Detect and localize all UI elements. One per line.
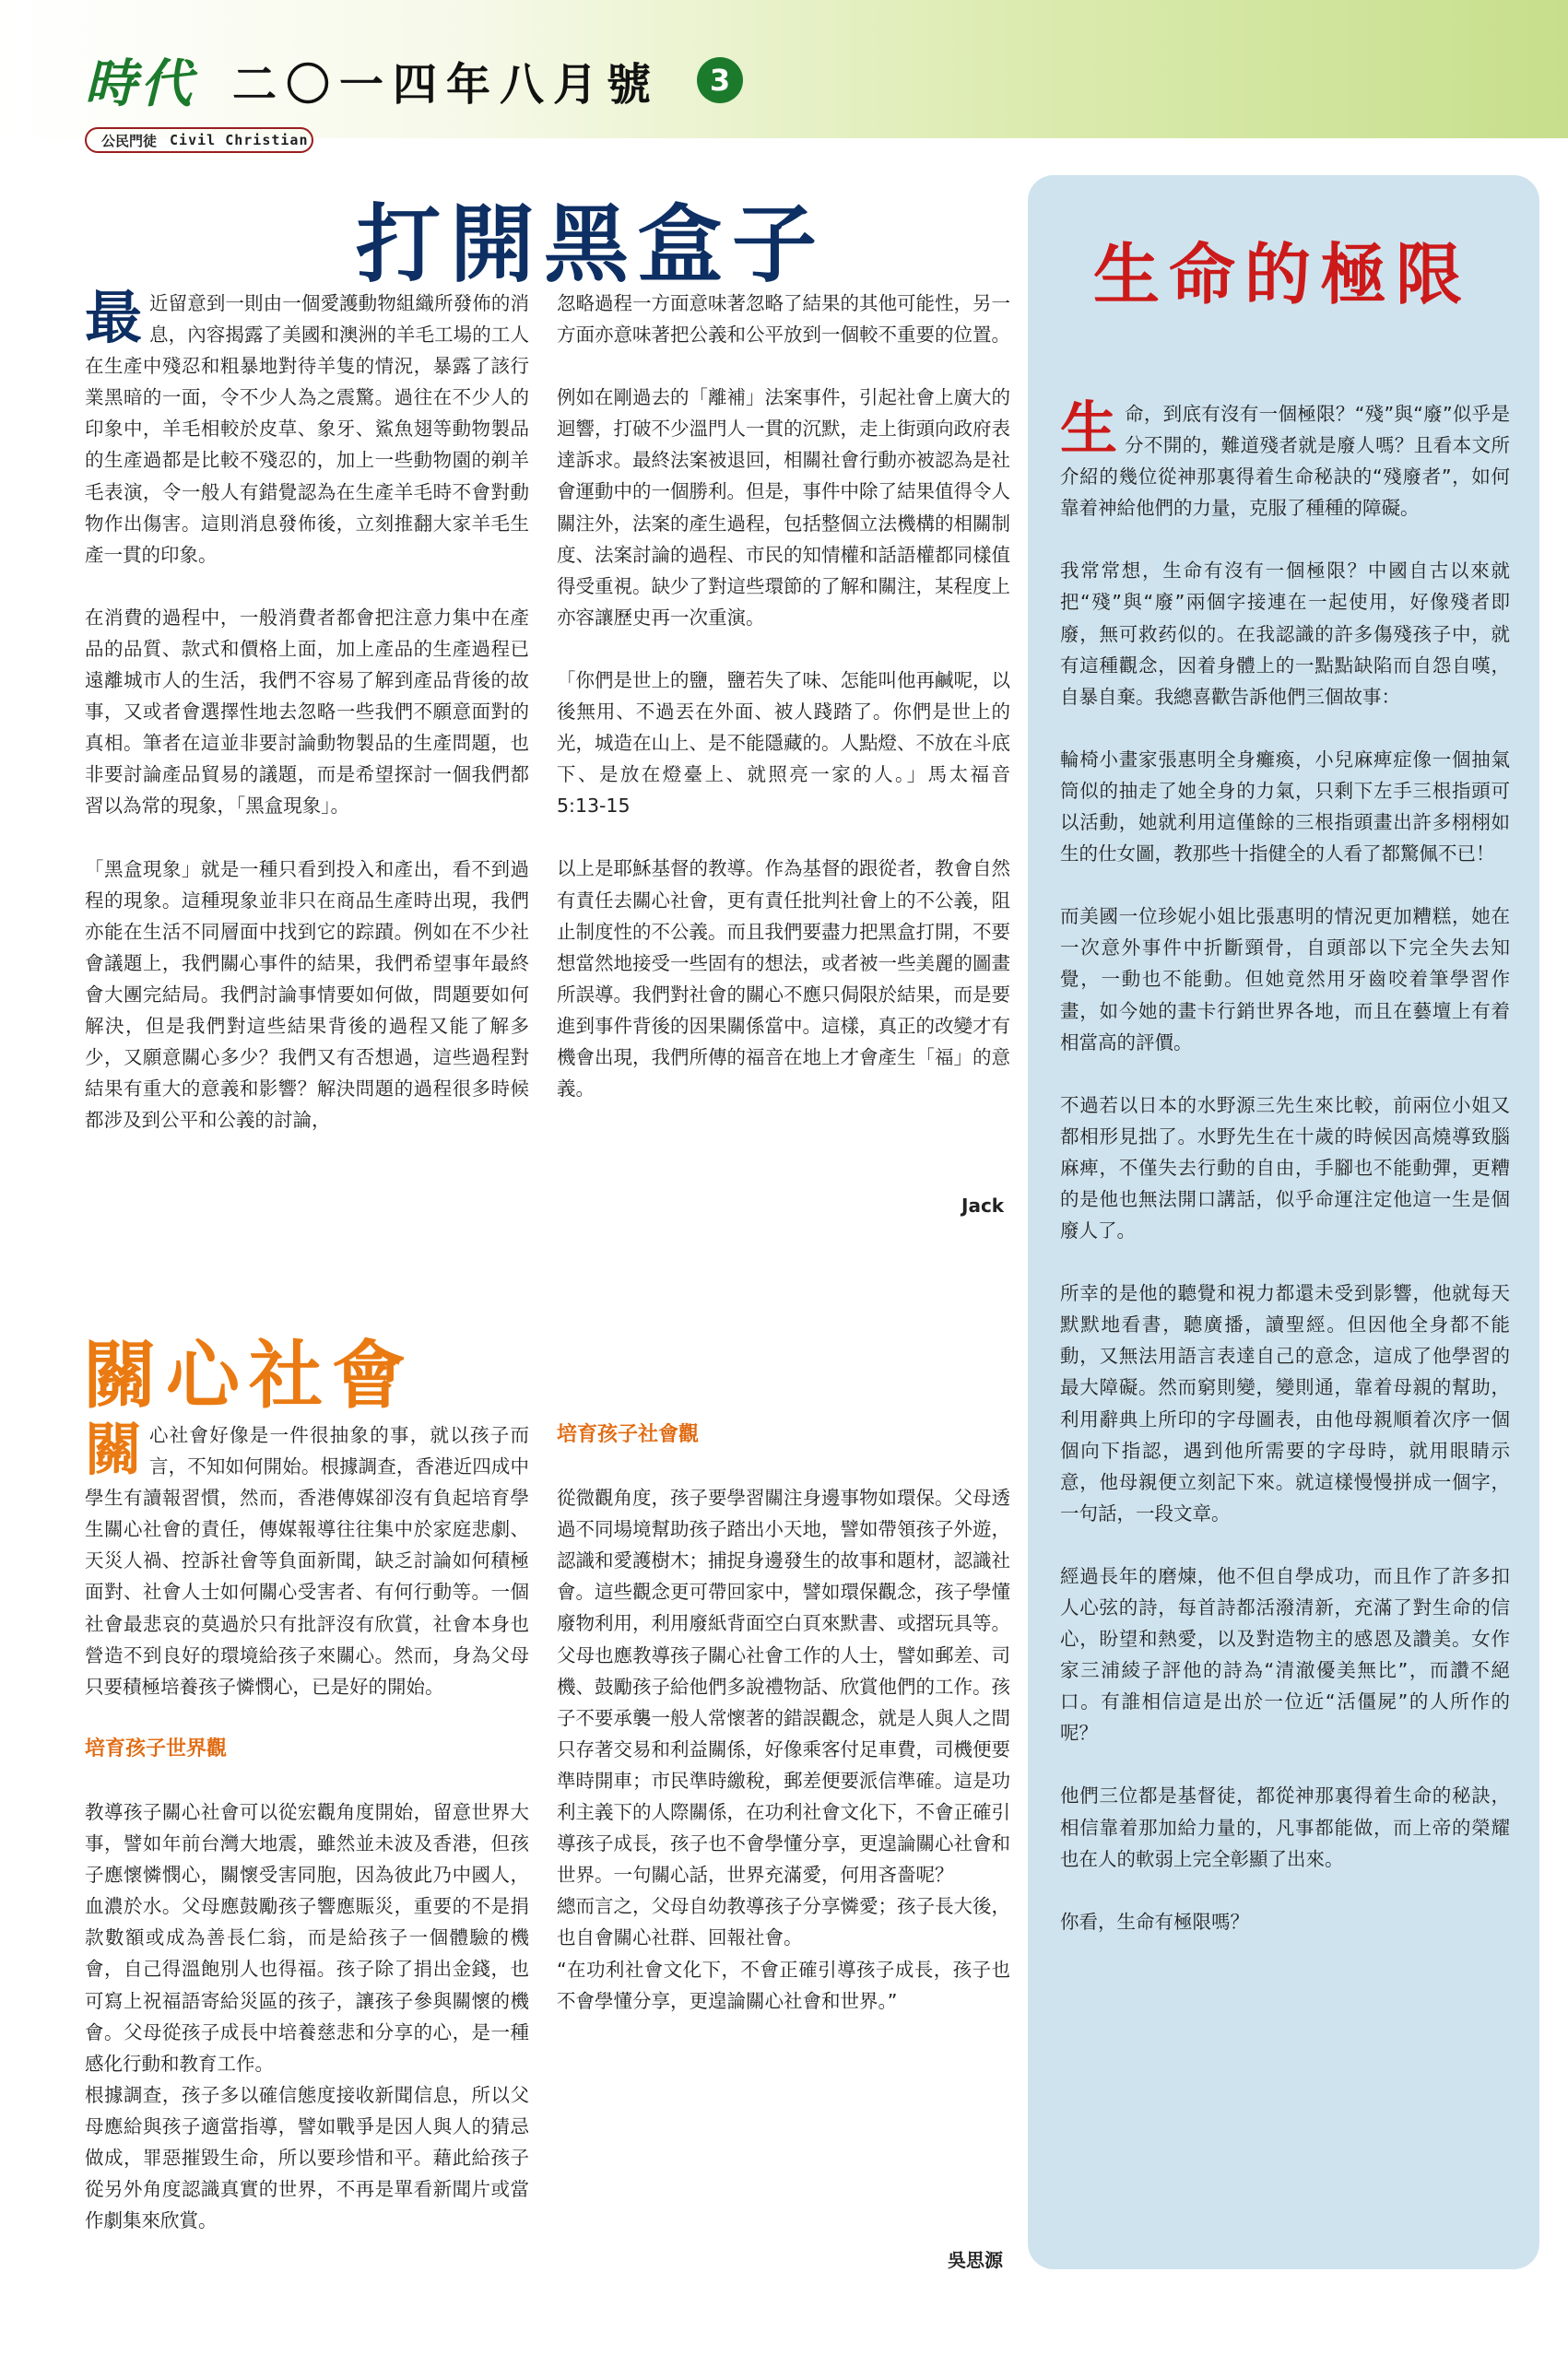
article2-paragraph-4: 父母也應教導孩子關心社會工作的人士，譬如郵差、司機、鼓勵孩子給他們多說禮物話、欣賞他們的工作。孩子不要承襲一般人常懷著的錯誤觀念，就是人與人之間只存著交易和利益關係，好像乘客付足車費，司機便要準時開車；市民準時繳稅，郵差便要派信準確。這是功利主義下的人際關係，在功利社會文化下，不會正確引導孩子成長，孩子也不會學懂分享，更遑論關心社會和世界。一句關心話，世界充滿愛，何用吝嗇呢？ [557, 1643, 1010, 1887]
article1-right-column [557, 288, 1010, 1104]
publication-name: 時代 [85, 53, 195, 114]
page-number-badge: 3 [697, 57, 743, 103]
article1-dropcap: 最 [85, 284, 143, 351]
article2-dropcap: 關 [85, 1416, 143, 1483]
article3-paragraph-4: 而美國一位珍妮小姐比張惠明的情況更加糟糕，她在一次意外事件中折斷頸骨，自頭部以下完全失去知覺，一動也不能動。但她竟然用牙齒咬着筆學習作畫，如今她的畫卡行銷世界各地，而且在藝壇上有着相當高的評價。 [1060, 905, 1510, 1054]
article3-paragraph-3: 輪椅小畫家張惠明全身癱瘓，小兒麻痺症像一個抽氣筒似的抽走了她全身的力氣，只剩下左手三根指頭可以活動，她就利用這僅餘的三根指頭畫出許多栩栩如生的仕女圖，教那些十指健全的人看了都驚佩不已！ [1060, 748, 1510, 865]
article1-paragraph-4: 忽略過程一方面意味著忽略了結果的其他可能性，另一方面亦意味著把公義和公平放到一個較不重要的位置。 [557, 292, 1010, 347]
article2-right-column [557, 1419, 1010, 2017]
article3-title: 生命的極限 [1093, 235, 1472, 313]
column-name: 公民門徒 [101, 132, 158, 149]
article3-paragraph-5: 不過若以日本的水野源三先生來比較，前兩位小姐又都相形見拙了。水野先生在十歲的時候因高燒導致腦麻痺，不僅失去行動的自由，手腳也不能動彈，更糟的是他也無法開口講話，似乎命運注定他這一生是個廢人了。 [1060, 1093, 1510, 1242]
article2-intro: 關心社會好像是一件很抽象的事，就以孩子而言，不知如何開始。根據調查，香港近四成中學生有讀報習慣，然而，香港傳媒卻沒有負起培育學生關心社會的責任，傳媒報導往往集中於家庭悲劇、天災人禍、控訴社會等負面新聞，缺乏討論如何積極面對、社會人士如何關心受害者、有何行動等。一個社會最悲哀的莫過於只有批評沒有欣賞，社會本身也營造不到良好的環境給孩子來關心。然而，身為父母只要積極培養孩子憐憫心，已是好的開始。 [85, 1416, 529, 1698]
article1-paragraph-2: 在消費的過程中，一般消費者都會把注意力集中在產品的品質、款式和價格上面，加上產品的生產過程已遠離城市人的生活，我們不容易了解到產品背後的故事，又或者會選擇性地去忽略一些我們不願意面對的真相。筆者在這並非要討論動物製品的生產問題，也非要討論產品貿易的議題，而是希望探討一個我們都習以為常的現象，「黑盒現象」。 [85, 606, 529, 818]
article1-paragraph-6: 以上是耶穌基督的教導。作為基督的跟從者，教會自然有責任去關心社會，更有責任批判社會上的不公義，阻止制度性的不公義。而且我們要盡力把黑盒打開，不要想當然地接受一些固有的想法，或者被一些美麗的圖畫所誤導。我們對社會的關心不應只侷限於結果，而是要進到事件背後的因果關係當中。這樣，真正的改變才有機會出現，我們所傳的福音在地上才會產生「福」的意義。 [557, 857, 1010, 1101]
masthead [85, 48, 743, 112]
article1-scripture-quote: 「你們是世上的鹽，鹽若失了味、怎能叫他再鹹呢，以後無用、不過丟在外面、被人踐踏了。你們是世上的光，城造在山上、是不能隱藏的。人點燈、不放在斗底下、是放在燈臺上、就照亮一家的人。」馬太福音5:13-15 [557, 668, 1010, 818]
article3-paragraph-1: 生命，到底有沒有一個極限？“殘”與“廢”似乎是分不開的，難道殘者就是廢人嗎？且看本文所介紹的幾位從神那裏得着生命秘訣的“殘廢者”，如何靠着神給他們的力量，克服了種種的障礙。 [1060, 394, 1510, 520]
article1-paragraph-1: 最近留意到一則由一個愛護動物組織所發佈的消息，內容揭露了美國和澳洲的羊毛工場的工人在生產中殘忍和粗暴地對待羊隻的情況，暴露了該行業黑暗的一面，令不少人為之震驚。過往在不少人的印象中，羊毛相較於皮草、象牙、鯊魚翅等動物製品的生產過都是比較不殘忍的，加上一些動物園的剃羊毛表演，令一般人有錯覺認為在生產羊毛時不會對動物作出傷害。這則消息發佈後，立刻推翻大家羊毛生產一貫的印象。 [85, 284, 529, 566]
article3-column [1060, 394, 1510, 1937]
article2-subhead-world: 培育孩子世界觀 [85, 1737, 228, 1760]
article3-paragraph-7: 經過長年的磨煉，他不但自學成功，而且作了許多扣人心弦的詩，每首詩都活潑清新，充滿了對生命的信心，盼望和熱愛，以及對造物主的感恩及讚美。女作家三浦綾子評他的詩為“清澈優美無比”，而讚不絕口。有誰相信這是出於一位近“活僵屍”的人所作的呢？ [1060, 1564, 1510, 1745]
article1-author: Jack [961, 1195, 1005, 1217]
issue-date: 二〇一四年八月號 [232, 58, 661, 111]
article1-left-column [85, 284, 529, 1136]
article3-paragraph-2: 我常常想，生命有沒有一個極限？中國自古以來就把“殘”與“廢”兩個字接連在一起使用，好像殘者即廢，無可救药似的。在我認識的許多傷殘孩子中，就有這種觀念，因着身體上的一點點缺陷而自怨自嘆，自暴自棄。我總喜歡告訴他們三個故事： [1060, 559, 1510, 708]
article2-left-column [85, 1416, 529, 2236]
article2-paragraph-3: 從微觀角度，孩子要學習關注身邊事物如環保。父母透過不同場境幫助孩子踏出小天地，譬如帶領孩子外遊，認識和愛護樹木；捕捉身邊發生的故事和題材，認識社會。這些觀念更可帶回家中，譬如環保觀念，孩子學懂廢物利用，利用廢紙背面空白頁來默書、或摺玩具等。 [557, 1487, 1010, 1635]
article2-subhead-society: 培育孩子社會觀 [557, 1423, 700, 1446]
column-name-en: Civil Christian [170, 132, 309, 148]
column-tag [85, 127, 313, 153]
article2-paragraph-5: 總而言之，父母自幼教導孩子分享憐愛；孩子長大後，也自會關心社群、回報社會。 [557, 1895, 1010, 1949]
article3-dropcap: 生 [1060, 394, 1118, 462]
article1-paragraph-3: 「黑盒現象」就是一種只看到投入和產出，看不到過程的現象。這種現象並非只在商品生產時出現，我們亦能在生活不同層面中找到它的踪蹟。例如在不少社會議題上，我們關心事件的結果，我們希望事年最終會大團完結局。我們討論事情要如何做，問題要如何解決，但是我們對這些結果背後的過程又能了解多少，又願意關心多少？我們又有否想過，這些過程對結果有重大的意義和影響？解決問題的過程很多時候都涉及到公平和公義的討論， [85, 857, 529, 1132]
article3-paragraph-8: 他們三位都是基督徒，都從神那裏得着生命的秘訣，相信靠着那加給力量的，凡事都能做，而上帝的榮耀也在人的軟弱上完全彰顯了出來。 [1060, 1784, 1510, 1870]
article1-paragraph-5: 例如在剛過去的「離補」法案事件，引起社會上廣大的迴響，打破不少溫門人一貫的沉默，走上街頭向政府表達訴求。最終法案被退回，相關社會行動亦被認為是社會運動中的一個勝利。但是，事件中除了結果值得令人關注外，法案的產生過程，包括整個立法機構的相關制度、法案討論的過程、市民的知情權和話語權都同樣值得受重視。缺少了對這些環節的了解和關注，某程度上亦容讓歷史再一次重演。 [557, 386, 1010, 629]
article2-author: 吳思源 [948, 2249, 1003, 2271]
article2-pull-quote: “在功利社會文化下，不會正確引導孩子成長，孩子也不會學懂分享，更遑論關心社會和世界。” [557, 1958, 1010, 2012]
article1-title: 打開黑盒子 [356, 194, 827, 294]
article2-paragraph-2: 根據調查，孩子多以確信態度接收新聞信息，所以父母應給與孩子適當指導，譬如戰爭是因人與人的猜忌做成，罪惡摧毀生命，所以要珍惜和平。藉此給孩子從另外角度認識真實的世界，不再是單看新聞片或當作劇集來欣賞。 [85, 2083, 529, 2232]
article2-paragraph-1: 教導孩子關心社會可以從宏觀角度開始，留意世界大事，譬如年前台灣大地震，雖然並未波及香港，但孩子應懷憐憫心，關懷受害同胞，因為彼此乃中國人，血濃於水。父母應鼓勵孩子響應賑災，重要的不是捐款數額或成為善長仁翁，而是給孩子一個體驗的機會，自己得溫飽別人也得福。孩子除了捐出金錢，也可寫上祝福語寄給災區的孩子，讓孩子參與關懷的機會。父母從孩子成長中培養慈悲和分享的心，是一種感化行動和教育工作。 [85, 1800, 529, 2075]
article2-title: 關心社會 [83, 1332, 415, 1419]
article3-closing-question: 你看，生命有極限嗎？ [1060, 1910, 1249, 1933]
article3-paragraph-6: 所幸的是他的聽覺和視力都還未受到影響，他就每天默默地看書，聽廣播，讀聖經。但因他全身都不能動，又無法用語言表達自己的意念，這成了他學習的最大障礙。然而窮則變，變則通，靠着母親的幫助，利用辭典上所印的字母圖表，由他母親順着次序一個個向下指認，遇到他所需要的字母時，就用眼睛示意，他母親便立刻記下來。就這樣慢慢拼成一個字，一句話，一段文章。 [1060, 1282, 1510, 1525]
